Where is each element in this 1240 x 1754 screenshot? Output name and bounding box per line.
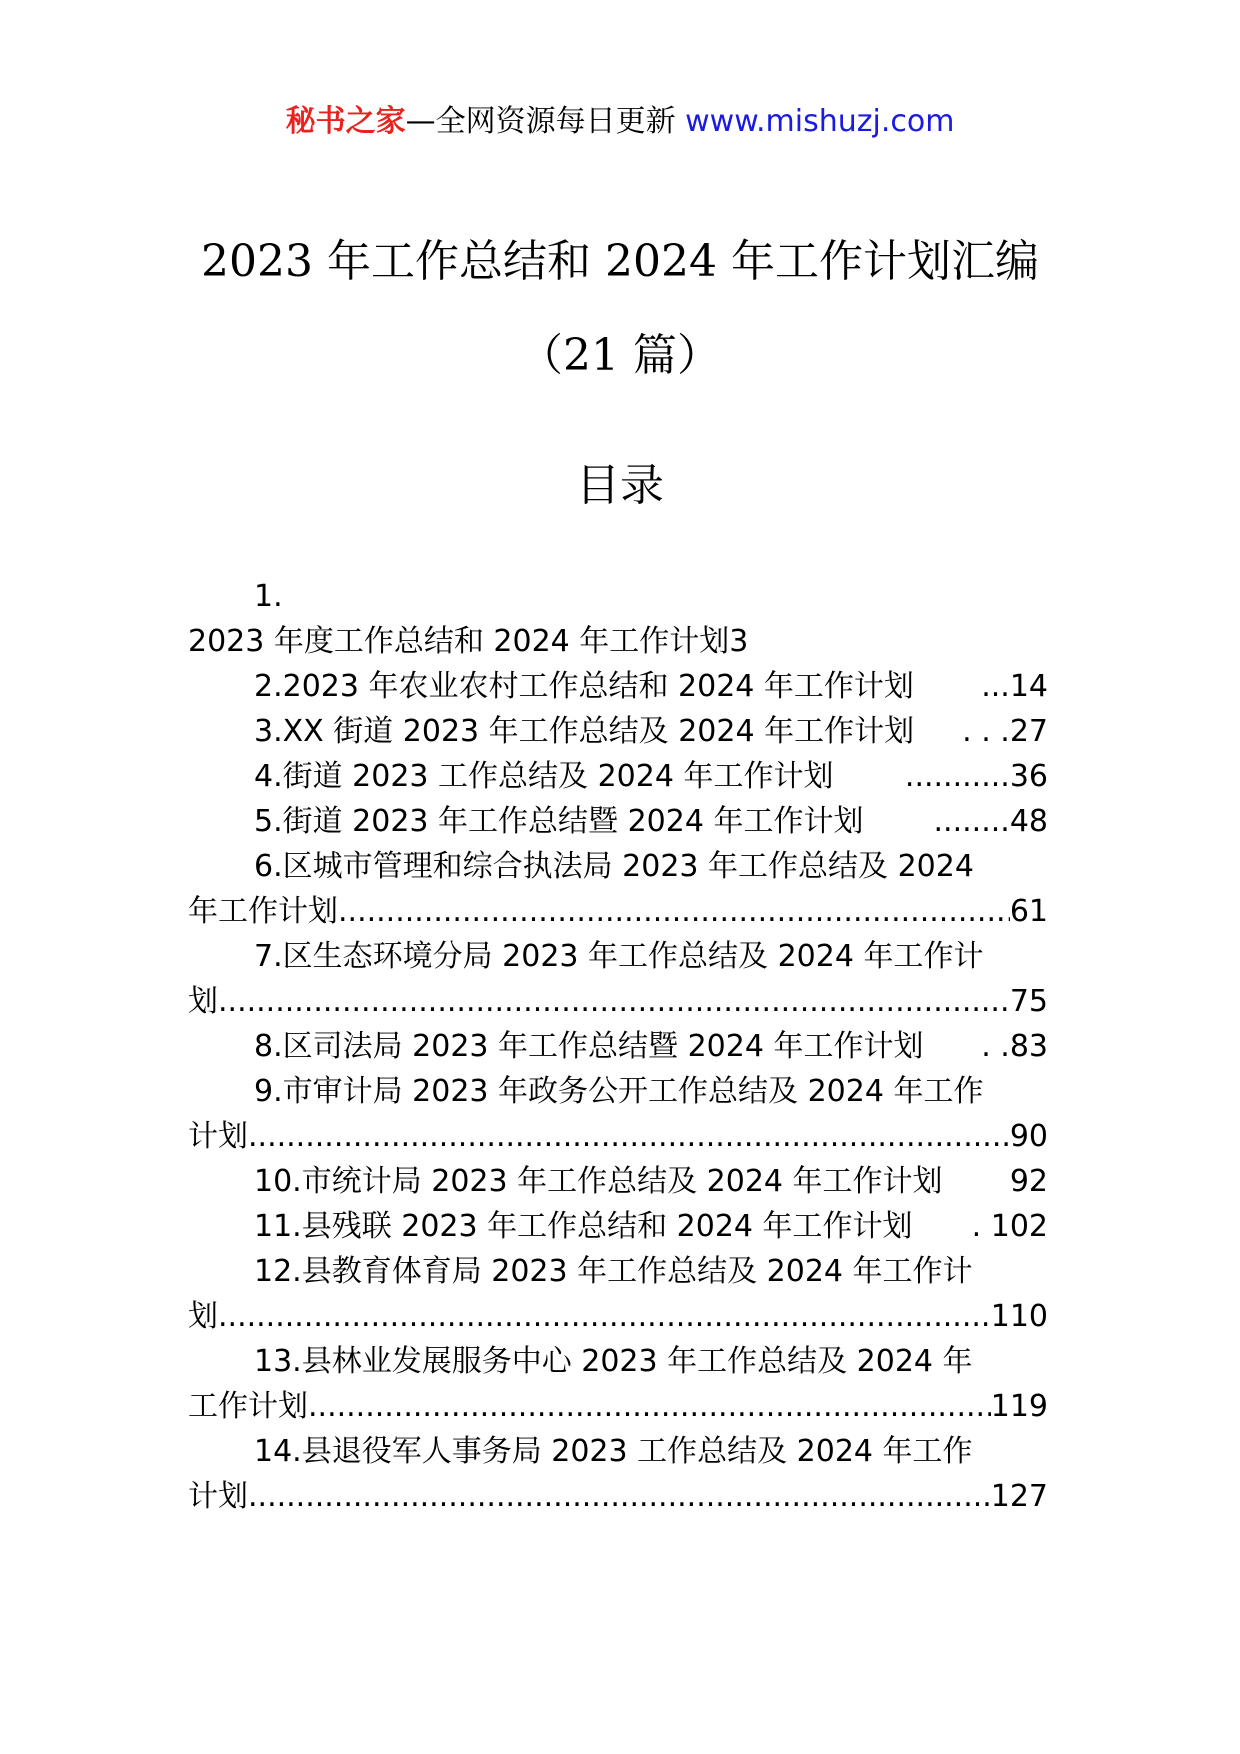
- toc-entry-text: 计划: [188, 1479, 248, 1514]
- toc-page-number: ...........36: [904, 759, 1048, 794]
- toc-entry-7-line1[interactable]: [188, 934, 1048, 979]
- tagline: —全网资源每日更新: [405, 104, 676, 139]
- toc-entry-text: 2023 年度工作总结和 2024 年工作计划3: [188, 624, 749, 659]
- toc-page-number: ...14: [981, 669, 1048, 704]
- table-of-contents: [188, 574, 1048, 1519]
- toc-entry-text: 11.县残联 2023 年工作总结和 2024 年工作计划: [254, 1209, 913, 1244]
- toc-entry-text: 13.县林业发展服务中心 2023 年工作总结及 2024 年: [254, 1344, 973, 1379]
- toc-entry-9-line1[interactable]: [188, 1069, 1048, 1114]
- site-url-link[interactable]: www.mishuzj.com: [685, 104, 955, 139]
- toc-entry-text: 5.街道 2023 年工作总结暨 2024 年工作计划: [254, 804, 864, 839]
- toc-leader-dots: [338, 889, 1010, 934]
- brand-name: 秘书之家: [285, 104, 406, 139]
- document-subtitle: （21 篇）: [519, 330, 721, 381]
- toc-entry-text: 12.县教育体育局 2023 年工作总结及 2024 年工作计: [254, 1254, 973, 1289]
- toc-entry-2[interactable]: [188, 664, 1048, 709]
- site-header: [0, 100, 1240, 144]
- toc-page-number: 75: [1009, 984, 1048, 1019]
- toc-page-number: 61: [1009, 894, 1048, 929]
- toc-entry-text: 年工作计划: [188, 894, 338, 929]
- toc-entry-text: 工作计划: [188, 1389, 308, 1424]
- toc-entry-6-line1[interactable]: [188, 844, 1048, 889]
- toc-leader-dots: [308, 1384, 991, 1429]
- toc-page-number: . . .27: [962, 714, 1048, 749]
- toc-entry-text: 6.区城市管理和综合执法局 2023 年工作总结及 2024: [254, 849, 974, 884]
- toc-leader-dots: [218, 1294, 991, 1339]
- toc-page-number: 90: [1009, 1119, 1048, 1154]
- toc-entry-text: 14.县退役军人事务局 2023 工作总结及 2024 年工作: [254, 1434, 973, 1469]
- toc-entry-10[interactable]: [188, 1159, 1048, 1204]
- toc-entry-13-line1[interactable]: [188, 1339, 1048, 1384]
- toc-entry-text: 4.街道 2023 工作总结及 2024 年工作计划: [254, 759, 834, 794]
- toc-entry-9-line2[interactable]: [188, 1114, 1048, 1159]
- toc-page-number: 127: [990, 1479, 1048, 1514]
- toc-entry-text: 10.市统计局 2023 年工作总结及 2024 年工作计划: [254, 1164, 943, 1199]
- toc-entry-text: 9.市审计局 2023 年政务公开工作总结及 2024 年工作: [254, 1074, 984, 1109]
- toc-page-number: 92: [1009, 1164, 1048, 1199]
- toc-entry-12-line1[interactable]: [188, 1249, 1048, 1294]
- toc-page-number: . 102: [971, 1209, 1048, 1244]
- toc-page-number: . .83: [981, 1029, 1048, 1064]
- toc-entry-text: 划: [188, 1299, 218, 1334]
- toc-page-number: 110: [990, 1299, 1048, 1334]
- toc-entry-3[interactable]: [188, 709, 1048, 754]
- toc-entry-13-line2[interactable]: [188, 1384, 1048, 1429]
- toc-entry-text: 1.: [254, 579, 283, 614]
- toc-entry-7-line2[interactable]: [188, 979, 1048, 1024]
- toc-entry-14-line1[interactable]: [188, 1429, 1048, 1474]
- toc-entry-14-line2[interactable]: [188, 1474, 1048, 1519]
- toc-entry-4[interactable]: [188, 754, 1048, 799]
- toc-page-number: ........48: [933, 804, 1048, 839]
- toc-leader-dots: [248, 1114, 1010, 1159]
- toc-entry-1-line2[interactable]: [188, 619, 1048, 664]
- toc-entry-5[interactable]: [188, 799, 1048, 844]
- toc-entry-text: 3.XX 街道 2023 年工作总结及 2024 年工作计划: [254, 714, 915, 749]
- toc-entry-11[interactable]: [188, 1204, 1048, 1249]
- toc-entry-text: 划: [188, 984, 218, 1019]
- toc-entry-text: 计划: [188, 1119, 248, 1154]
- toc-entry-text: 2.2023 年农业农村工作总结和 2024 年工作计划: [254, 669, 914, 704]
- toc-entry-8[interactable]: [188, 1024, 1048, 1069]
- toc-entry-text: 8.区司法局 2023 年工作总结暨 2024 年工作计划: [254, 1029, 924, 1064]
- toc-heading: 目录: [576, 460, 664, 511]
- document-title: 2023 年工作总结和 2024 年工作计划汇编: [201, 236, 1039, 287]
- toc-entry-text: 7.区生态环境分局 2023 年工作总结及 2024 年工作计: [254, 939, 984, 974]
- toc-page-number: 119: [990, 1389, 1048, 1424]
- toc-entry-1-line1[interactable]: [188, 574, 1048, 619]
- toc-entry-12-line2[interactable]: [188, 1294, 1048, 1339]
- toc-entry-6-line2[interactable]: [188, 889, 1048, 934]
- toc-leader-dots: [218, 979, 1010, 1024]
- toc-leader-dots: [248, 1474, 991, 1519]
